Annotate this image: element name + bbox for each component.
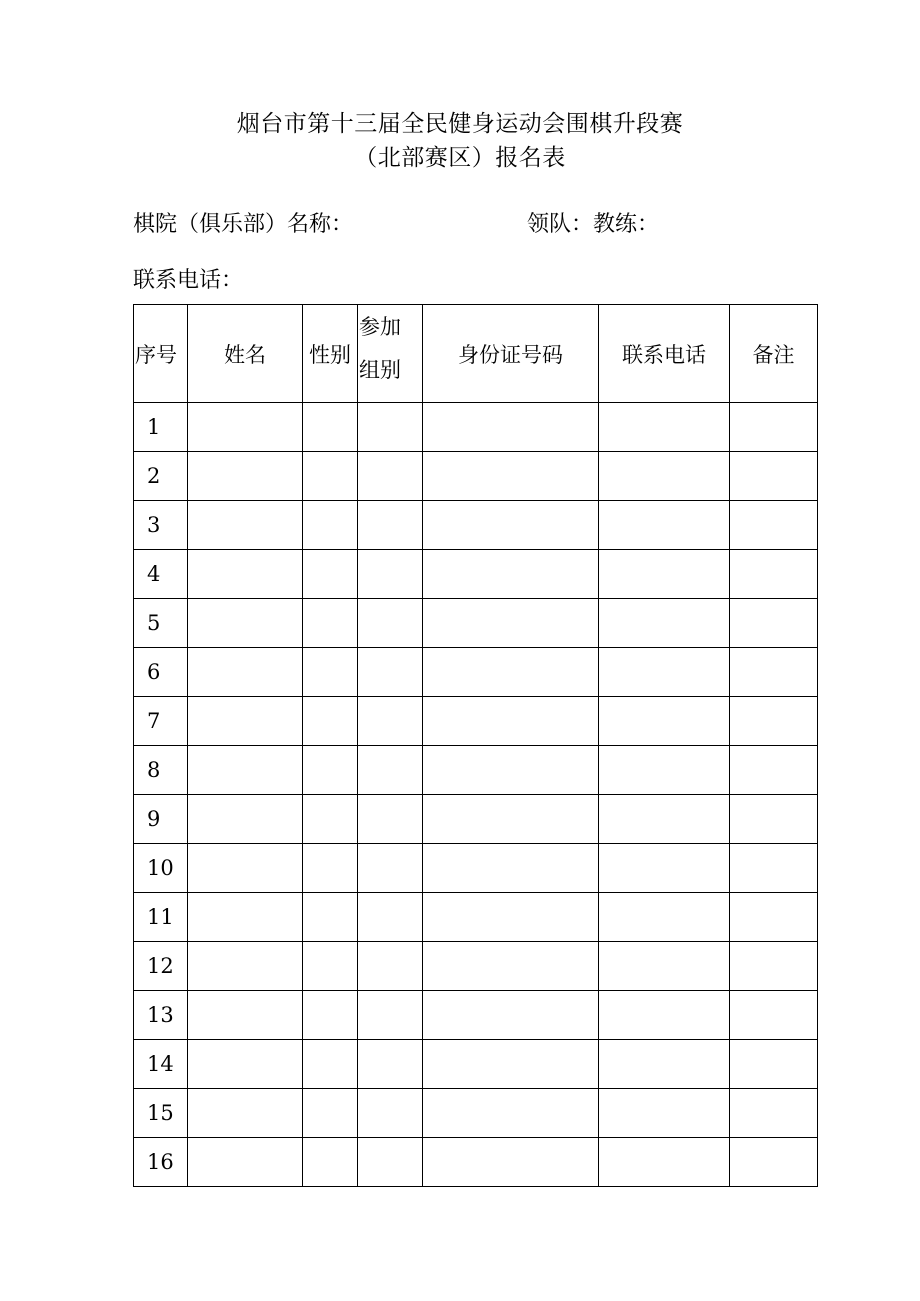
name-cell[interactable] xyxy=(188,1040,303,1089)
gender-cell[interactable] xyxy=(303,1089,358,1138)
gender-cell[interactable] xyxy=(303,452,358,501)
group-cell[interactable] xyxy=(358,795,423,844)
name-cell[interactable] xyxy=(188,452,303,501)
id-number-cell[interactable] xyxy=(423,844,599,893)
leader-coach-label: 领队：教练： xyxy=(527,212,660,237)
notes-cell[interactable] xyxy=(730,1089,818,1138)
table-row xyxy=(134,1040,818,1089)
header-name: 姓名 xyxy=(188,305,303,403)
group-cell[interactable] xyxy=(358,1089,423,1138)
gender-cell[interactable] xyxy=(303,501,358,550)
phone-cell[interactable] xyxy=(599,501,730,550)
id-number-cell[interactable] xyxy=(423,501,599,550)
phone-cell[interactable] xyxy=(599,991,730,1040)
notes-cell[interactable] xyxy=(730,795,818,844)
table-row xyxy=(134,550,818,599)
id-number-cell[interactable] xyxy=(423,1138,599,1187)
name-cell[interactable] xyxy=(188,501,303,550)
phone-cell[interactable] xyxy=(599,550,730,599)
phone-cell[interactable] xyxy=(599,403,730,452)
row-number: 1 xyxy=(134,403,188,452)
group-cell[interactable] xyxy=(358,550,423,599)
name-cell[interactable] xyxy=(188,403,303,452)
group-cell[interactable] xyxy=(358,501,423,550)
id-number-cell[interactable] xyxy=(423,599,599,648)
group-cell[interactable] xyxy=(358,1138,423,1187)
gender-cell[interactable] xyxy=(303,403,358,452)
name-cell[interactable] xyxy=(188,991,303,1040)
id-number-cell[interactable] xyxy=(423,697,599,746)
notes-cell[interactable] xyxy=(730,599,818,648)
header-group xyxy=(358,305,423,403)
table-row xyxy=(134,452,818,501)
id-number-cell[interactable] xyxy=(423,991,599,1040)
id-number-cell[interactable] xyxy=(423,403,599,452)
notes-cell[interactable] xyxy=(730,991,818,1040)
notes-cell[interactable] xyxy=(730,697,818,746)
row-number: 7 xyxy=(134,697,188,746)
group-cell[interactable] xyxy=(358,452,423,501)
notes-cell[interactable] xyxy=(730,550,818,599)
table-row xyxy=(134,1138,818,1187)
row-number: 10 xyxy=(134,844,188,893)
table-row xyxy=(134,942,818,991)
row-number: 15 xyxy=(134,1089,188,1138)
phone-cell[interactable] xyxy=(599,1138,730,1187)
gender-cell[interactable] xyxy=(303,697,358,746)
form-title: 烟台市第十三届全民健身运动会围棋升段赛 xyxy=(236,111,684,137)
contact-phone-label: 联系电话： xyxy=(133,268,244,293)
row-number: 14 xyxy=(134,1040,188,1089)
form-subtitle: （北部赛区）报名表 xyxy=(354,145,566,171)
gender-cell[interactable] xyxy=(303,550,358,599)
phone-cell[interactable] xyxy=(599,942,730,991)
table-row xyxy=(134,648,818,697)
group-cell[interactable] xyxy=(358,599,423,648)
name-cell[interactable] xyxy=(188,844,303,893)
row-number: 12 xyxy=(134,942,188,991)
group-cell[interactable] xyxy=(358,403,423,452)
id-number-cell[interactable] xyxy=(423,550,599,599)
notes-cell[interactable] xyxy=(730,403,818,452)
table-row xyxy=(134,403,818,452)
phone-cell[interactable] xyxy=(599,893,730,942)
gender-cell[interactable] xyxy=(303,893,358,942)
group-cell[interactable] xyxy=(358,1040,423,1089)
gender-cell[interactable] xyxy=(303,942,358,991)
id-number-cell[interactable] xyxy=(423,746,599,795)
header-id-number: 身份证号码 xyxy=(423,305,599,403)
header-gender: 性别 xyxy=(303,305,358,403)
phone-cell[interactable] xyxy=(599,844,730,893)
gender-cell[interactable] xyxy=(303,1138,358,1187)
gender-cell[interactable] xyxy=(303,648,358,697)
id-number-cell[interactable] xyxy=(423,452,599,501)
name-cell[interactable] xyxy=(188,1089,303,1138)
name-cell[interactable] xyxy=(188,648,303,697)
notes-cell[interactable] xyxy=(730,844,818,893)
row-number: 5 xyxy=(134,599,188,648)
name-cell[interactable] xyxy=(188,942,303,991)
name-cell[interactable] xyxy=(188,599,303,648)
name-cell[interactable] xyxy=(188,746,303,795)
table-row xyxy=(134,795,818,844)
id-number-cell[interactable] xyxy=(423,893,599,942)
table-row xyxy=(134,844,818,893)
table-row xyxy=(134,599,818,648)
row-number: 9 xyxy=(134,795,188,844)
id-number-cell[interactable] xyxy=(423,795,599,844)
table-body xyxy=(134,403,818,1187)
phone-cell[interactable] xyxy=(599,452,730,501)
header-group-line1: 参加 xyxy=(359,315,401,339)
name-cell[interactable] xyxy=(188,795,303,844)
gender-cell[interactable] xyxy=(303,844,358,893)
club-name-label: 棋院（俱乐部）名称： xyxy=(133,212,354,237)
gender-cell[interactable] xyxy=(303,795,358,844)
id-number-cell[interactable] xyxy=(423,942,599,991)
name-cell[interactable] xyxy=(188,697,303,746)
group-cell[interactable] xyxy=(358,648,423,697)
notes-cell[interactable] xyxy=(730,942,818,991)
phone-cell[interactable] xyxy=(599,599,730,648)
group-cell[interactable] xyxy=(358,893,423,942)
phone-cell[interactable] xyxy=(599,1040,730,1089)
id-number-cell[interactable] xyxy=(423,648,599,697)
gender-cell[interactable] xyxy=(303,599,358,648)
notes-cell[interactable] xyxy=(730,1040,818,1089)
id-number-cell[interactable] xyxy=(423,1040,599,1089)
notes-cell[interactable] xyxy=(730,893,818,942)
row-number: 13 xyxy=(134,991,188,1040)
phone-cell[interactable] xyxy=(599,648,730,697)
phone-cell[interactable] xyxy=(599,795,730,844)
row-number: 4 xyxy=(134,550,188,599)
table-row xyxy=(134,991,818,1040)
header-notes: 备注 xyxy=(730,305,818,403)
row-number: 8 xyxy=(134,746,188,795)
group-cell[interactable] xyxy=(358,746,423,795)
table-row xyxy=(134,501,818,550)
group-cell[interactable] xyxy=(358,991,423,1040)
gender-cell[interactable] xyxy=(303,991,358,1040)
row-number: 3 xyxy=(134,501,188,550)
group-cell[interactable] xyxy=(358,844,423,893)
row-number: 11 xyxy=(134,893,188,942)
table-row xyxy=(134,697,818,746)
table-row xyxy=(134,746,818,795)
table-header-row xyxy=(134,305,818,403)
table-row xyxy=(134,893,818,942)
group-cell[interactable] xyxy=(358,697,423,746)
row-number: 16 xyxy=(134,1138,188,1187)
table-row xyxy=(134,1089,818,1138)
phone-cell[interactable] xyxy=(599,697,730,746)
notes-cell[interactable] xyxy=(730,648,818,697)
name-cell[interactable] xyxy=(188,893,303,942)
notes-cell[interactable] xyxy=(730,1138,818,1187)
phone-cell[interactable] xyxy=(599,746,730,795)
id-number-cell[interactable] xyxy=(423,1089,599,1138)
registration-table xyxy=(133,304,818,1187)
header-phone: 联系电话 xyxy=(599,305,730,403)
row-number: 2 xyxy=(134,452,188,501)
notes-cell[interactable] xyxy=(730,452,818,501)
name-cell[interactable] xyxy=(188,1138,303,1187)
notes-cell[interactable] xyxy=(730,746,818,795)
header-group-line2: 组别 xyxy=(359,358,401,382)
notes-cell[interactable] xyxy=(730,501,818,550)
name-cell[interactable] xyxy=(188,550,303,599)
phone-cell[interactable] xyxy=(599,1089,730,1138)
gender-cell[interactable] xyxy=(303,746,358,795)
gender-cell[interactable] xyxy=(303,1040,358,1089)
row-number: 6 xyxy=(134,648,188,697)
group-cell[interactable] xyxy=(358,942,423,991)
header-seq: 序号 xyxy=(134,305,188,403)
